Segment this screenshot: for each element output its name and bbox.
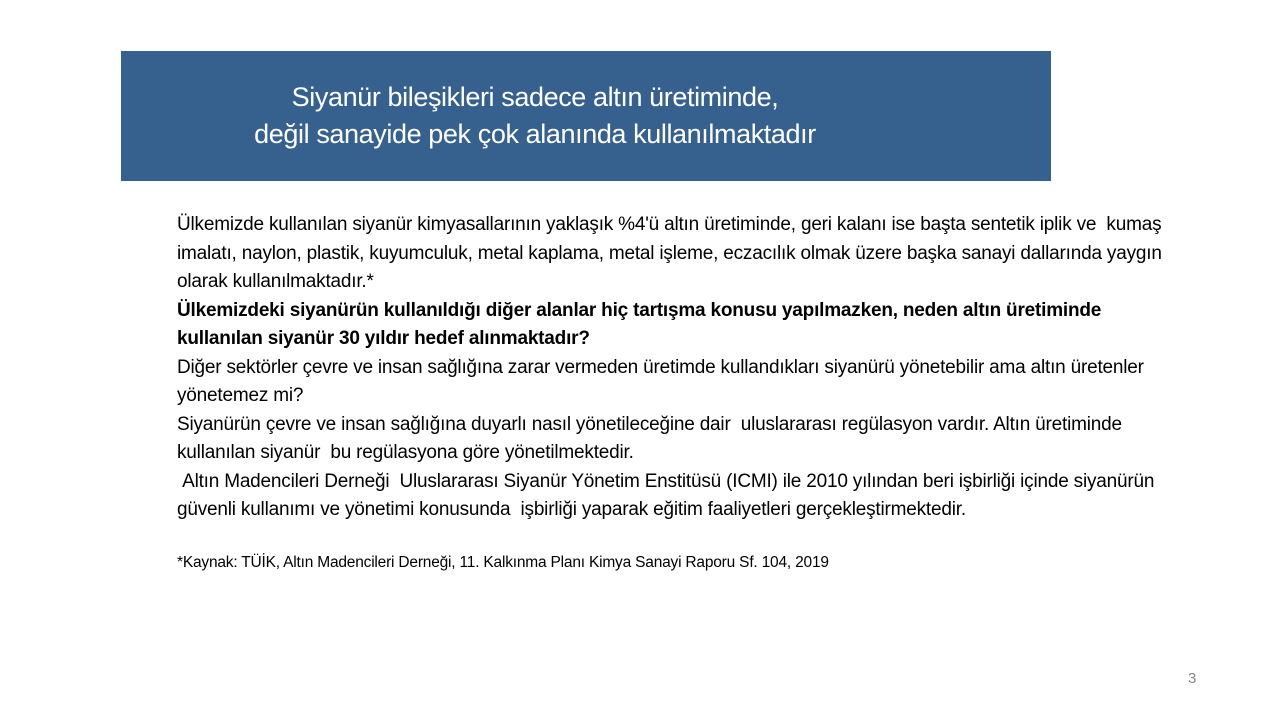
page-number: 3 (1188, 670, 1197, 687)
slide-title-line-1: Siyanür bileşikleri sadece altın üretiminde, (291, 82, 779, 112)
body-paragraph-icmi-cooperation: Altın Madencileri Derneği Uluslararası Siyanür Yönetim Enstitüsü (ICMI) ile 2010 yılından beri işbirliği içinde siyanürün güvenli kullanımı ve yönetimi konusunda işbirliği yaparak eğitim faaliyetleri gerçekleştirmektedir. (177, 470, 1160, 520)
body-paragraph-usage-share: Ülkemizde kullanılan siyanür kimyasallarının yaklaşık %4'ü altın üretiminde, geri kalanı ise başta sentetik iplik ve kumaş imalatı, naylon, plastik, kuyumculuk, metal kaplama, metal işleme, eczacılık olmak üzere başka sanayi dallarında yaygın olarak kullanılmaktadır.* (177, 214, 1167, 292)
source-footnote: *Kaynak: TÜİK, Altın Madencileri Derneği, 11. Kalkınma Planı Kimya Sanayi Raporu Sf. 104, 2019 (177, 553, 829, 571)
bold-question-paragraph: Ülkemizdeki siyanürün kullanıldığı diğer alanlar hiç tartışma konusu yapılmazken, neden altın üretiminde kullanılan siyanür 30 yıldır hedef alınmaktadır? (177, 299, 1107, 349)
slide-title (121, 79, 949, 153)
body-paragraph-regulation: Siyanürün çevre ve insan sağlığına duyarlı nasıl yönetileceğine dair uluslararası regülasyon vardır. Altın üretiminde kullanılan siyanür bu regülasyona göre yönetilmektedir. (177, 413, 1127, 463)
title-banner (121, 51, 1051, 181)
body-paragraph-other-sectors: Diğer sektörler çevre ve insan sağlığına zarar vermeden üretimde kullandıkları siyanürü yönetebilir ama altın üretenler yönetemez mi? (177, 356, 1149, 406)
slide-title-line-2: değil sanayide pek çok alanında kullanılmaktadır (254, 119, 816, 149)
body-text-block (177, 211, 1182, 574)
